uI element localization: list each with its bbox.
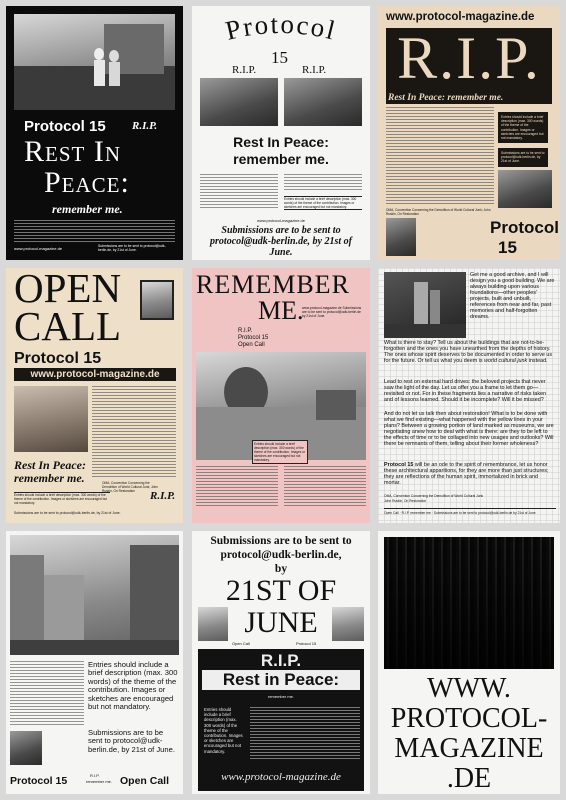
poster-5-title-1: REMEMBER [196,270,350,299]
poster-9-url-1: WWW. [427,673,511,704]
poster-2-rip-right: R.I.P. [302,64,327,76]
poster-2-title [192,12,370,52]
poster-2 [192,6,370,260]
poster-2-photo-right [284,78,362,126]
poster-5-open-call: Open Call [238,342,265,348]
poster-8-protocol: Protocol 15 [296,641,317,646]
poster-4 [6,268,183,523]
poster-6-intro: Get me a good archive, and I will design you a good building. We are always building upon various foundations—other peoples' projects, built and unbuilt, references from near and far, past memories and half-forgotten dreams. [470,272,555,320]
poster-8-submit-2: protocol@udk-berlin.de, [220,549,342,561]
poster-3-submit: Submissions are to be sent to protocol@udk-berlin.de, by 21st of June. [498,148,548,167]
poster-2-rip-left: R.I.P. [232,64,257,76]
poster-8-date-1: 21ST OF [225,574,337,607]
poster-8 [192,531,370,794]
poster-1-headline-1: Rest In [24,135,121,168]
poster-6-q1 [384,340,556,364]
poster-7-open-call: Open Call [120,775,170,787]
poster-5-protocol: Protocol 15 [238,335,269,341]
poster-7-remember: remember me. [86,779,113,784]
poster-4-title-2: CALL [14,303,122,349]
poster-2-body-left [200,174,278,210]
poster-8-body [250,707,360,761]
poster-2-body-right [284,174,362,192]
poster-8-rip: R.I.P. [260,651,302,670]
poster-2-number: 15 [271,48,288,67]
poster-7 [6,531,183,794]
poster-8-date-2: JUNE [244,606,318,639]
poster-6-q1-em: world cultural junk [484,358,528,364]
poster-5-url-submit: www.protocol-magazine.de Submissions are to be sent to protocol@udk-berlin.de by 21st of June. [302,306,362,319]
poster-1-photo [14,14,175,110]
poster-8-submit-1: Submissions are to be sent to [210,535,352,547]
poster-8-entries: Entries should include a brief description (max. 300 words) of the theme of the contribution. Images or sketches are encouraged but not mandatory. [204,707,243,754]
poster-3-photo-house [498,170,552,208]
poster-4-photo-small [140,280,174,320]
poster-8-photo-left [198,607,228,641]
poster-7-body [10,661,84,727]
poster-2-title-text: Protocol [222,12,340,46]
poster-9-url-2: PROTOCOL- [390,703,548,734]
poster-9-photo-servers [384,537,554,669]
poster-8-open-call: Open Call [232,641,250,646]
poster-8-photo-right [332,607,364,641]
poster-6-photo-building [384,272,466,338]
poster-3 [378,6,560,260]
poster-3-entries: Entries should include a brief description (max. 300 words) of the theme of the contribution. Images or sketches are encouraged but not mandatory. [498,112,548,143]
poster-9-url-3: MAGAZINE [394,733,544,764]
poster-1 [6,6,183,260]
poster-4-body [92,386,176,478]
poster-6 [378,268,560,523]
poster-6-footnote-1: OMA, Convention Concerning the Demolition of World Cultural Junk [384,494,484,498]
poster-2-headline-2: remember me. [233,151,329,167]
poster-7-photo-town [10,535,179,655]
poster-7-rip: R.I.P. [90,773,100,778]
poster-8-remember: remember me. [267,694,294,699]
poster-1-protocol: Protocol 15 [24,118,106,135]
poster-6-q4-lead: Protocol 15 [384,462,414,468]
poster-5-title-2: ME. [258,296,304,325]
poster-6-q4-text: will be an ode to the spirit of remembrance, let us honor these architectural apparitions, for they are more than just structures; they are reflections of the human spirit, immortalized in brick and mortar. [384,462,549,486]
poster-6-q4 [384,462,556,486]
poster-4-rip: R.I.P. [150,490,176,502]
poster-4-protocol: Protocol 15 [14,350,102,367]
poster-8-headline: Rest in Peace: [202,670,360,690]
poster-6-q1-end: instead. [528,358,548,364]
poster-9-url-4: .DE [446,763,492,794]
poster-1-submit: Submissions are to be sent to protocol@udk-berlin.de, by 21st of June. [98,244,166,252]
poster-6-q3: And do not let us talk then about restoration! What is to be done with what we find existing—what happened with the yellow lines in your plans? Between a growing portion of land marked as museums, we are negotiating anew how to deal with what is there: are they to be left to the effects of time or to be collaged into new usages and outlooks? Will there be remnants of them, telling about their former wholeness? [384,411,554,447]
poster-8-by: by [274,563,288,575]
poster-2-photo-left [200,78,278,126]
poster-1-headline-2: Peace: [44,166,130,199]
poster-1-rip: R.I.P. [132,120,158,132]
poster-3-url: www.protocol-magazine.de [386,11,535,23]
poster-4-title-1: OPEN [14,268,122,311]
poster-1-body-text [14,220,175,242]
poster-6-q1-text: What is there to stay? Tell us about the buildings that are not-to-be-forgotten and the ones you have unearthed from the depths of history. The ones whose spirit deserves to be documented in order to serve us for the future. Or tell us what you deem is [384,340,553,364]
poster-7-submit: Submissions are to be sent to protocol@udk-berlin.de, by 21st of June. [88,728,175,754]
poster-8-url: www.protocol-magazine.de [221,771,341,783]
poster-7-entries: Entries should include a brief description (max. 300 words) of the theme of the contribution. Images or sketches are encouraged but not mandatory. [88,660,178,712]
poster-4-submit: Submissions are to be sent to protocol@udk-berlin.de, by 21st of June. [14,511,121,515]
poster-3-photo-tower [386,218,416,256]
poster-5-body-1 [196,466,278,506]
poster-1-subhead: remember me. [52,202,123,216]
poster-5 [192,268,370,523]
svg-text:Protocol [223,12,340,46]
poster-2-submit: Submissions are to be sent to protocol@udk-berlin.de, by 21st of June. [210,225,352,258]
poster-5-entries: Entries should include a brief description (max. 300 words) of the theme of the contribution. Images or sketches are encouraged but not mandatory. [252,440,308,464]
poster-3-body [386,107,494,205]
poster-2-entries: Entries should include a brief description (max. 300 words) of the theme of the contribution. Images or sketches are encouraged but not mandatory. [284,196,362,210]
poster-6-q2: Lead to rest on external hard drives: the beloved projects that never saw the light of the day. Let us offer you a frame to let them go—revisited or not. For in these fragments lies a narrative of risks taken and of lessons learned. Should it be incomplete? Will it be missed? [384,379,547,403]
poster-3-title: R.I.P. [397,25,541,91]
poster-4-headline-1: Rest In Peace: [14,458,86,472]
poster-3-quote-source: OMA, Convention Concerning the Demolition of World Cultural Junk; John Ruskin, On Restoration [386,208,491,216]
poster-5-rip: R.I.P. [238,328,253,334]
poster-4-url: www.protocol-magazine.de [14,368,176,381]
poster-6-footer: Open Call · R.I.P. remember me · Submissions are to be sent to protocol@udk-berlin.de by 21st of June [384,508,556,515]
poster-4-quote-source: OMA, Convention Concerning the Demolition of World Cultural Junk; John Ruskin, On Restoration [102,481,158,493]
poster-5-body-2 [284,466,366,506]
poster-9 [378,531,560,794]
poster-3-subtitle: Rest In Peace: remember me. [386,92,552,104]
poster-2-url: www.protocol-magazine.de [256,218,306,223]
poster-4-headline-2: remember me. [14,471,85,485]
poster-2-headline-1: Rest In Peace: [233,134,329,150]
poster-4-entries: Entries should include a brief description (max. 300 words) of the theme of the contribution. Images or sketches are encouraged but not mandatory. [14,492,110,505]
poster-6-footnote-2: John Ruskin, On Restoration [384,499,427,503]
poster-3-number: 15 [498,238,517,257]
poster-4-photo-interior [14,386,88,452]
poster-3-protocol: Protocol [490,218,559,237]
poster-7-protocol: Protocol 15 [10,775,68,787]
poster-7-photo-bust [10,731,42,765]
poster-1-url: www.protocol-magazine.de [14,246,63,251]
